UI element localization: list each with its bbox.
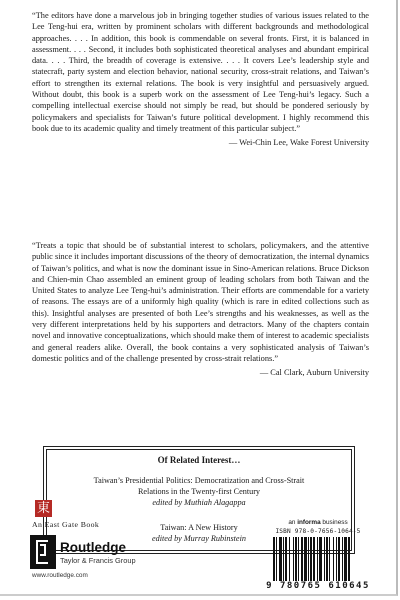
isbn-number: ISBN 978-0-7656-1064-5: [275, 528, 361, 535]
publisher-subtitle: Taylor & Francis Group: [60, 556, 136, 565]
review-text: “Treats a topic that should be of substantial interest to scholars, policymakers, and the attentive public since it includes important discussions of the theory of democratization, the internal dynamics of Taiwan’s politics, and what is now the dominant issue in Sino-American relations. Bruce Dickson and Chien-min Chao assembled an eminent group of leading scholars from both Taiwan and the United States to analyze Lee Teng-hui’s administration. Their efforts are commendable for a variety of reasons. The essays are of a uniformly high quality (which is rare in edited collections such as this). Insightful analyses are presented of both Lee’s strengths and his weaknesses, as well as the very different interpretations held by his supporters and detractors. Many of the chapters contain novel and innovative conceptualizations, which should make them of interest to academic specialists and general readers alike. Overall, the book contains a very sophisticated analysis of Taiwan’s domestic politics and of the challenge presented by cross-strait relations.”: [32, 241, 369, 363]
publisher-url: www.routledge.com: [32, 572, 88, 579]
review-attribution: — Wei-Chin Lee, Wake Forest University: [228, 138, 369, 148]
east-gate-glyph: 東: [36, 501, 50, 516]
related-book-1: [44, 475, 354, 508]
related-book-title-line: Relations in the Twenty-first Century: [137, 487, 261, 496]
review-cal-clark: [32, 240, 369, 379]
related-book-editor: edited by Muthiah Alagappa: [152, 498, 246, 507]
east-gate-label: An East Gate Book: [32, 520, 100, 529]
barcode-digits: 9 780765 610645: [266, 581, 370, 591]
related-book-title: Taiwan: A New History: [160, 523, 238, 532]
review-attribution: — Cal Clark, Auburn University: [259, 368, 369, 378]
informa-imprint: an informa business: [288, 519, 348, 526]
publisher-name: Routledge: [60, 540, 126, 555]
review-text: “The editors have done a marvelous job in bringing together studies of various issues related to the Lee Teng-hui era, written by prominent scholars with different backgrounds and methodological approaches. . . . In addition, this book is commendable on several fronts. First, it is balanced in assessment. . . . Second, it includes both sophisticated theoretical analyses and abundant empirical data. . . . Third, the breadth of coverage is extensive. . . . It covers Lee’s leadership style and statecraft, party system and election behavior, national security, cross-strait relations, and Taiwan’s effort to strengthen its external relations. The book is very insightful and persuasively argued. Without doubt, this book is a superb work on the assessment of Lee Teng-hui’s legacy. Such a compelling intellectual exercise should not simply be read, but should be pondered seriously by policymakers and specialists for Taiwan’s future political development. I highly recommend this book due to its academic quality and timely treatment of this particular subject.”: [32, 11, 369, 133]
review-wei-chin-lee: [32, 10, 369, 149]
routledge-logo-icon: [30, 535, 56, 569]
related-interest-heading: Of Related Interest…: [157, 455, 241, 465]
east-gate-logo-icon: [35, 500, 52, 517]
related-book-editor: edited by Murray Rubinstein: [152, 534, 246, 543]
related-book-title-line: Taiwan’s Presidential Politics: Democratization and Cross-Strait: [93, 476, 305, 485]
barcode-icon: [273, 537, 369, 581]
